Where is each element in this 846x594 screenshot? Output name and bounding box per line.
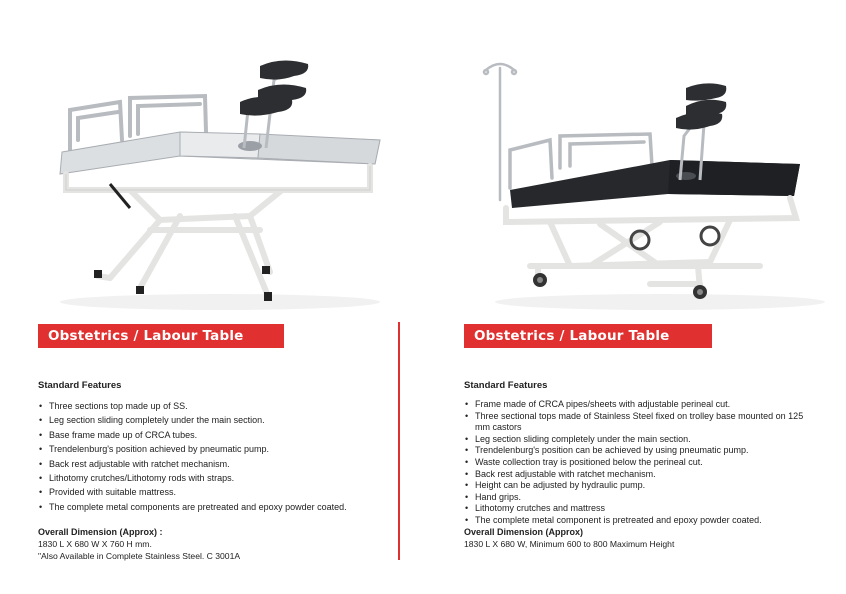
product-left xyxy=(0,0,398,594)
product-right xyxy=(420,0,846,594)
labour-table-hydraulic-photo xyxy=(460,40,840,320)
dimension-line: "Also Available in Complete Stainless Steel. C 3001A xyxy=(38,550,241,561)
labour-table-ss-photo xyxy=(30,40,400,320)
dimension-heading: Overall Dimension (Approx) xyxy=(464,527,584,537)
feature-item: • Leg section sliding completely under the main section. xyxy=(38,413,378,427)
feature-item: • Base frame made up of CRCA tubes. xyxy=(38,428,378,442)
feature-item: • Trendelenburg's position achieved by pneumatic pump. xyxy=(38,442,378,456)
dimension-text xyxy=(38,539,240,562)
feature-item: • Three sections top made up of SS. xyxy=(38,399,378,413)
feature-item: • Frame made of CRCA pipes/sheets with adjustable perineal cut. xyxy=(464,399,804,411)
product-title: Obstetrics / Labour Table xyxy=(464,324,712,348)
dimension-line: 1830 L X 680 W, Minimum 600 to 800 Maximum Height xyxy=(464,539,675,549)
feature-item: • The complete metal components are pretreated and epoxy powder coated. xyxy=(38,500,378,514)
feature-item: • Leg section sliding completely under the main section. xyxy=(464,434,804,446)
features-heading: Standard Features xyxy=(464,380,548,391)
feature-item: • Height can be adjusted by hydraulic pump. xyxy=(464,480,804,492)
feature-list xyxy=(38,399,378,514)
feature-item: • Hand grips. xyxy=(464,492,804,504)
feature-item: • The complete metal component is pretreated and epoxy powder coated. xyxy=(464,515,804,527)
dimension-line: 1830 L X 680 W X 760 H mm. xyxy=(38,539,152,549)
feature-item: • Back rest adjustable with ratchet mechanism. xyxy=(38,457,378,471)
feature-item: • Waste collection tray is positioned below the perineal cut. xyxy=(464,457,804,469)
feature-item: • Lithotomy crutches/Lithotomy rods with straps. xyxy=(38,471,378,485)
feature-item: • Lithotomy crutches and mattress xyxy=(464,503,804,515)
features-heading: Standard Features xyxy=(38,380,122,391)
dimension-text xyxy=(464,539,674,551)
feature-item: • Three sectional tops made of Stainless Steel fixed on trolley base mounted on 125 mm castors xyxy=(464,411,804,434)
product-title: Obstetrics / Labour Table xyxy=(38,324,284,348)
feature-item: • Back rest adjustable with ratchet mechanism. xyxy=(464,469,804,481)
dimension-heading: Overall Dimension (Approx) : xyxy=(38,527,163,537)
feature-item: • Provided with suitable mattress. xyxy=(38,485,378,499)
feature-list xyxy=(464,399,804,527)
column-divider xyxy=(398,322,400,560)
feature-item: • Trendelenburg's position can be achieved by using pneumatic pump. xyxy=(464,445,804,457)
